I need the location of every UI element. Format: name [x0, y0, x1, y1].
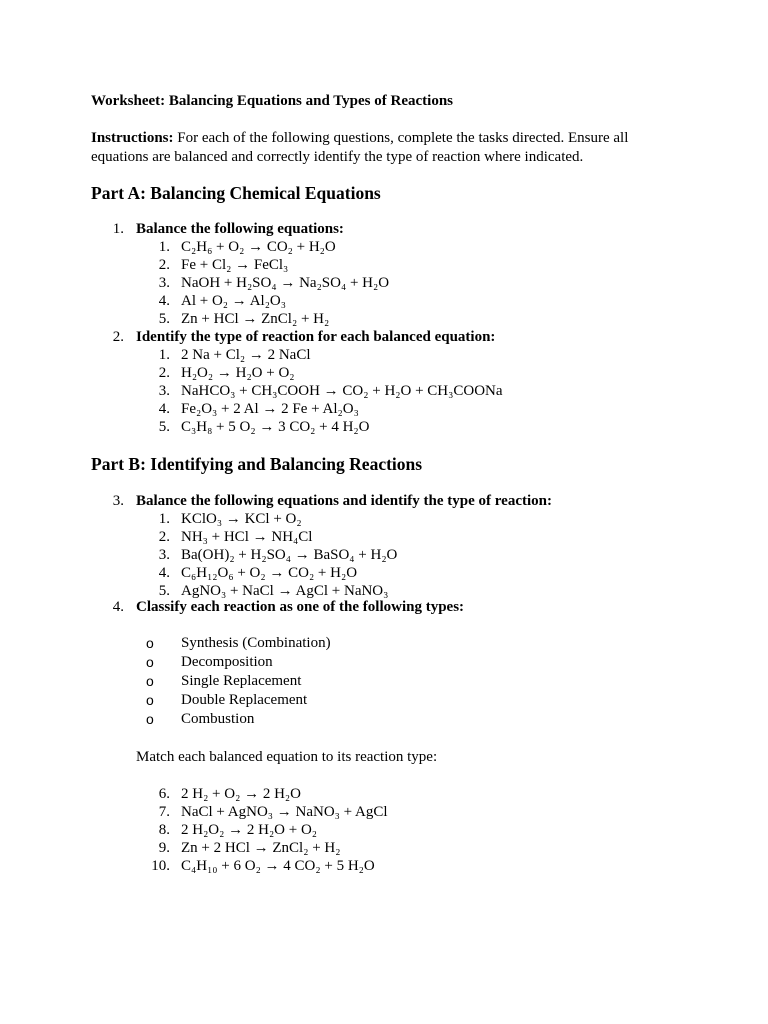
item-number: 4. [158, 293, 170, 309]
reaction-type-label: Decomposition [181, 654, 273, 670]
item-number: 2. [158, 257, 170, 273]
item-number: 1. [158, 511, 170, 527]
item-number: 9. [158, 840, 170, 856]
item-number: 4. [158, 401, 170, 417]
worksheet-title: Worksheet: Balancing Equations and Types of Reactions [91, 93, 453, 109]
item-number: 8. [158, 822, 170, 838]
item-number: 3. [158, 275, 170, 291]
bullet-marker: o [146, 673, 154, 689]
equation-text: C₃H₈ + 5 O₂ → 3 CO₂ + 4 H₂O [181, 419, 370, 435]
bullet-marker: o [146, 635, 154, 651]
question-prompt: Classify each reaction as one of the following types: [136, 599, 465, 615]
item-number: 3. [158, 383, 170, 399]
equation-text: Fe₂O₃ + 2 Al → 2 Fe + Al₂O₃ [181, 401, 359, 417]
equation-text: Zn + 2 HCl → ZnCl₂ + H₂ [181, 840, 341, 856]
question-number: 3. [112, 493, 124, 509]
item-number: 7. [158, 804, 170, 820]
equation-text: Al + O₂ → Al₂O₃ [181, 293, 286, 309]
question-prompt: Balance the following equations: [136, 221, 344, 237]
equation-text: AgNO₃ + NaCl → AgCl + NaNO₃ [181, 583, 389, 599]
equation-text: Zn + HCl → ZnCl₂ + H₂ [181, 311, 330, 327]
equation-text: C₂H₆ + O₂ → CO₂ + H₂O [181, 239, 336, 255]
reaction-type-label: Synthesis (Combination) [181, 635, 331, 651]
part-b-heading: Part B: Identifying and Balancing Reactions [91, 454, 423, 474]
equation-text: C₆H₁₂O₆ + O₂ → CO₂ + H₂O [181, 565, 358, 581]
question-prompt: Identify the type of reaction for each balanced equation: [136, 329, 496, 345]
equation-text: NaHCO₃ + CH₃COOH → CO₂ + H₂O + CH₃COONa [181, 383, 503, 399]
instructions-paragraph [91, 129, 681, 167]
reaction-type-label: Single Replacement [181, 673, 302, 689]
item-number: 1. [158, 239, 170, 255]
equation-text: 2 H₂ + O₂ → 2 H₂O [181, 786, 301, 802]
instructions-text: For each of the following questions, complete the tasks directed. Ensure all equations are balanced and correctly identify the type of reaction where indicated. [91, 130, 629, 165]
equation-text: H₂O₂ → H₂O + O₂ [181, 365, 295, 381]
item-number: 6. [158, 786, 170, 802]
item-number: 3. [158, 547, 170, 563]
equation-text: 2 H₂O₂ → 2 H₂O + O₂ [181, 822, 318, 838]
equation-text: NaOH + H₂SO₄ → Na₂SO₄ + H₂O [181, 275, 390, 291]
part-a-heading: Part A: Balancing Chemical Equations [91, 183, 381, 203]
reaction-type-label: Combustion [181, 711, 255, 727]
question-prompt: Balance the following equations and identify the type of reaction: [136, 493, 552, 509]
item-number: 5. [158, 583, 170, 599]
instructions-label: Instructions: [91, 130, 174, 146]
item-number: 4. [158, 565, 170, 581]
bullet-marker: o [146, 654, 154, 670]
equation-text: Ba(OH)₂ + H₂SO₄ → BaSO₄ + H₂O [181, 547, 398, 563]
item-number: 2. [158, 529, 170, 545]
equation-text: NaCl + AgNO₃ → NaNO₃ + AgCl [181, 804, 388, 820]
bullet-marker: o [146, 692, 154, 708]
item-number: 1. [158, 347, 170, 363]
equation-text: Fe + Cl₂ → FeCl₃ [181, 257, 289, 273]
bullet-marker: o [146, 711, 154, 727]
question-number: 1. [112, 221, 124, 237]
item-number: 5. [158, 419, 170, 435]
equation-text: NH₃ + HCl → NH₄Cl [181, 529, 313, 545]
match-instructions: Match each balanced equation to its reaction type: [136, 749, 438, 765]
question-number: 2. [112, 329, 124, 345]
equation-text: C₄H₁₀ + 6 O₂ → 4 CO₂ + 5 H₂O [181, 858, 375, 874]
equation-text: 2 Na + Cl₂ → 2 NaCl [181, 347, 311, 363]
item-number: 10. [151, 858, 170, 874]
item-number: 5. [158, 311, 170, 327]
reaction-type-label: Double Replacement [181, 692, 308, 708]
question-number: 4. [112, 599, 124, 615]
item-number: 2. [158, 365, 170, 381]
equation-text: KClO₃ → KCl + O₂ [181, 511, 302, 527]
